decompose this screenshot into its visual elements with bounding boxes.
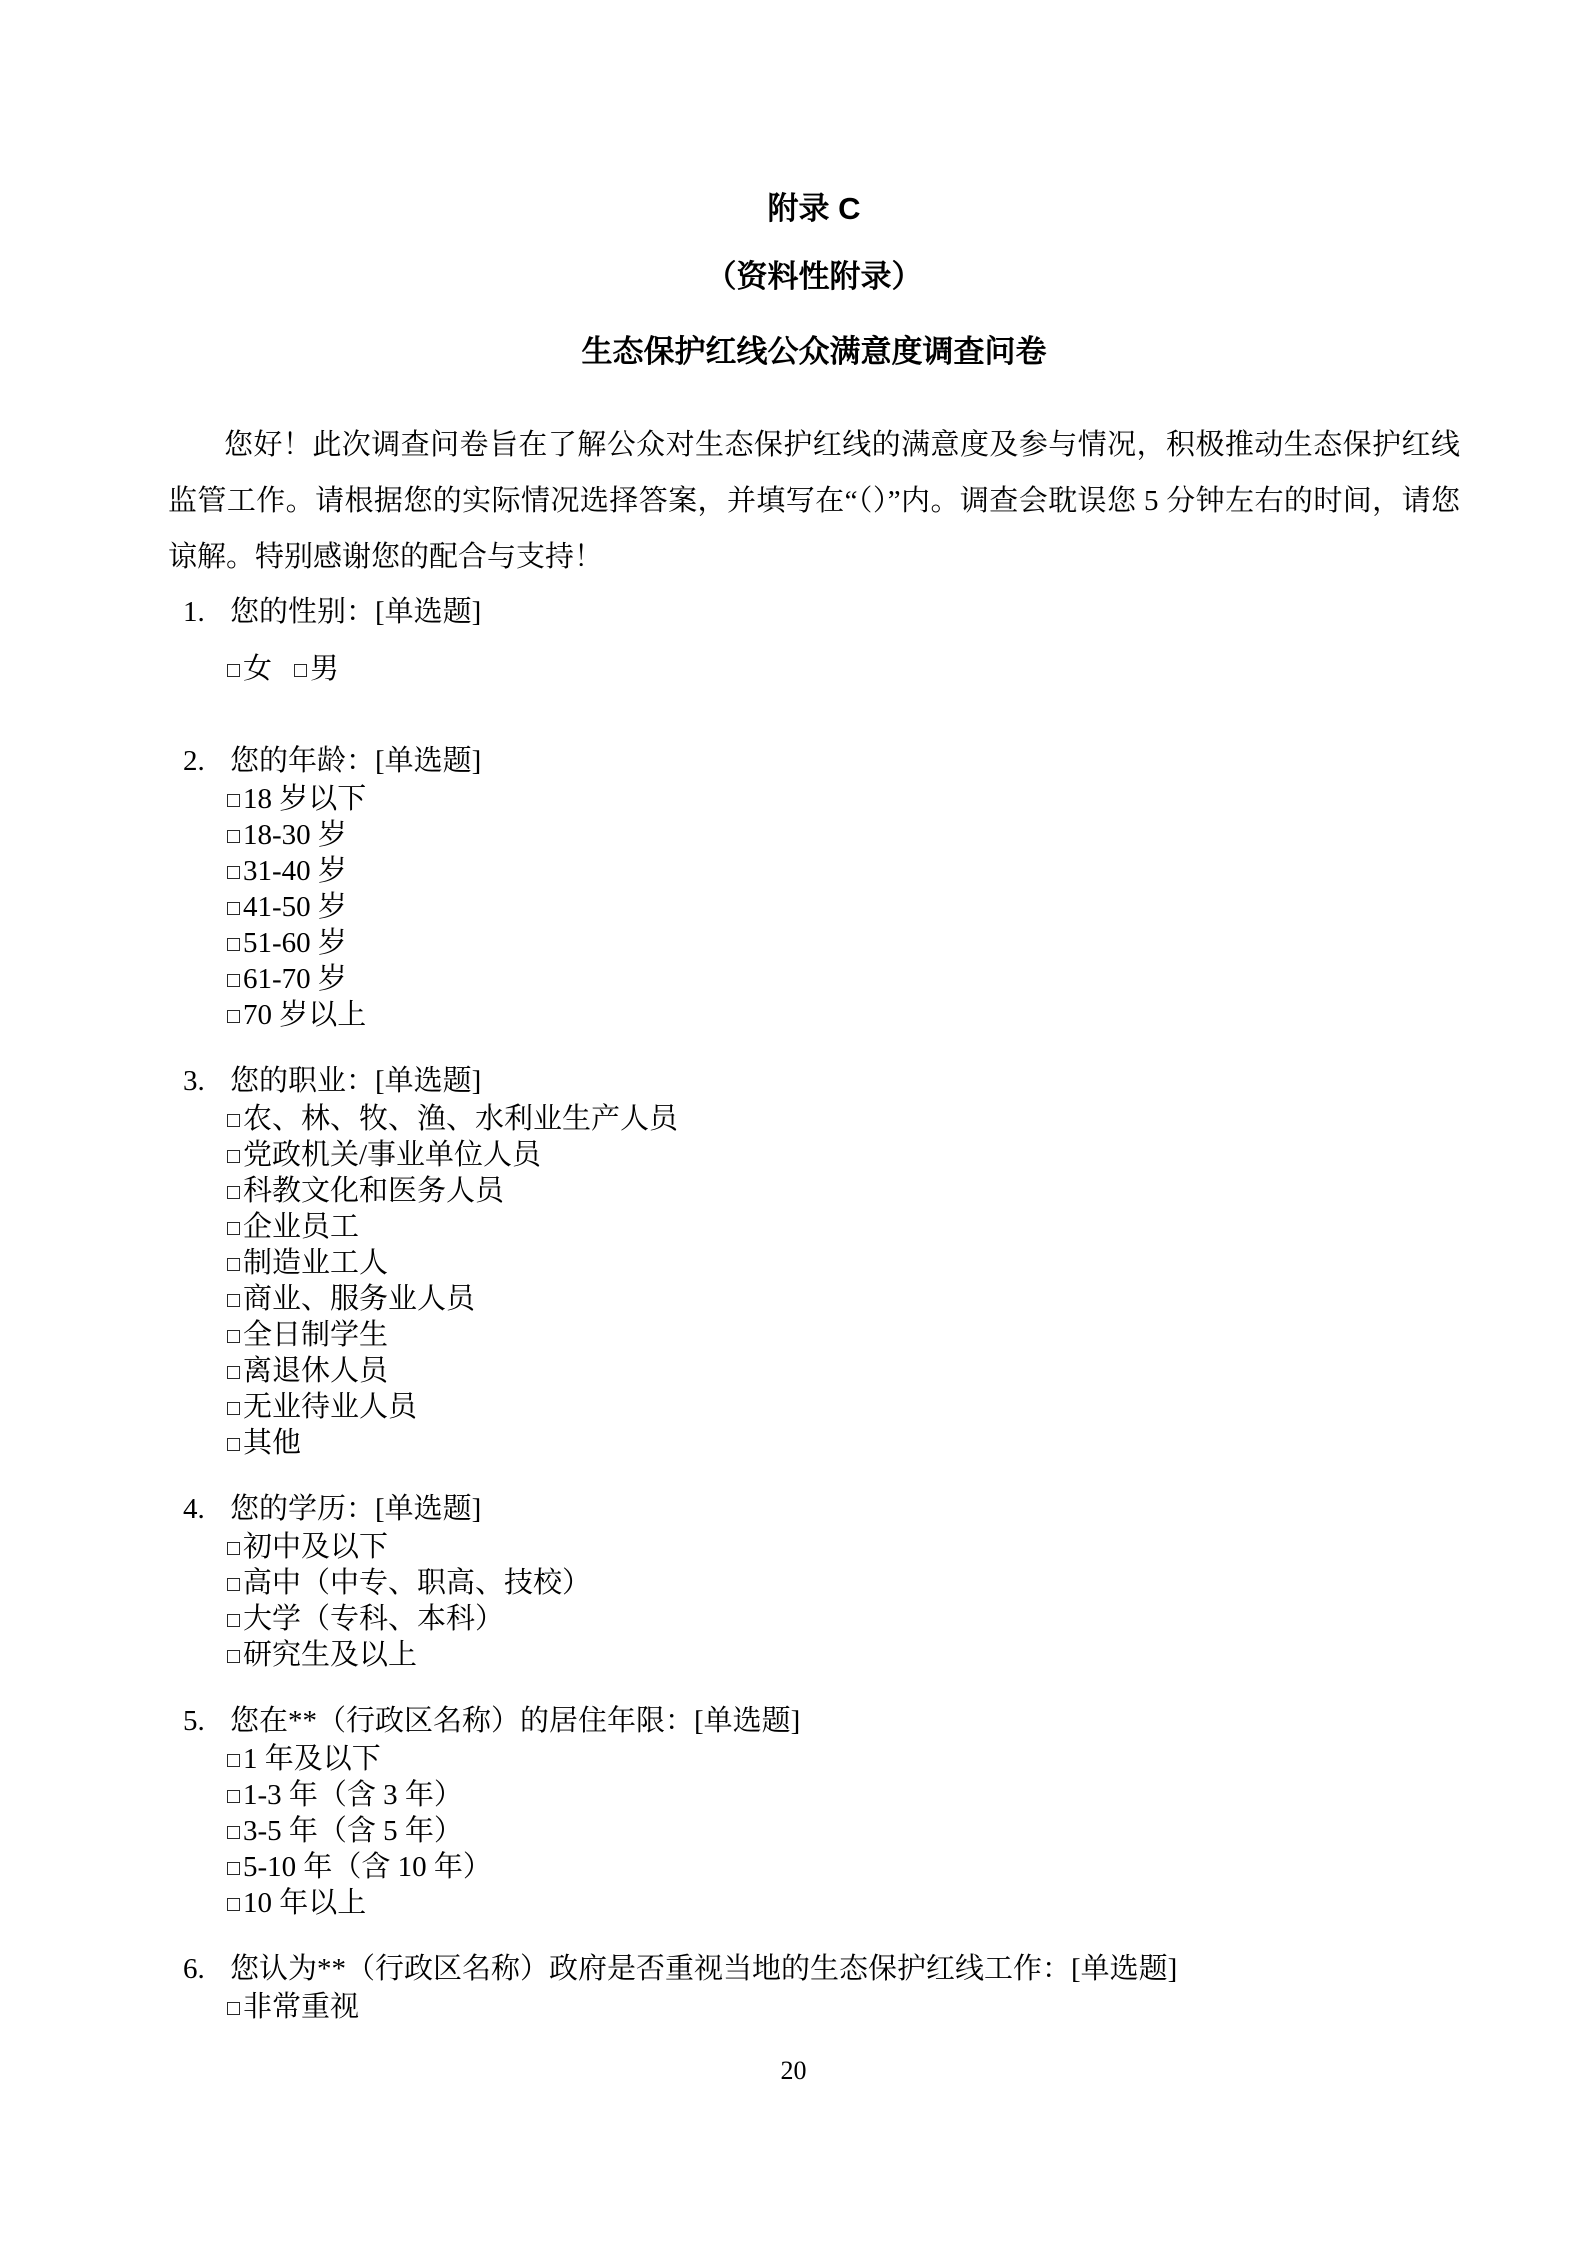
question-text: 您的学历： xyxy=(230,1493,376,1525)
option-label: 18 岁以下 xyxy=(243,783,367,815)
checkbox-icon[interactable] xyxy=(227,974,240,987)
option-label: 男 xyxy=(310,653,340,685)
checkbox-icon[interactable] xyxy=(227,1826,240,1839)
option-row xyxy=(227,1353,1460,1389)
question-number: 5. xyxy=(183,1705,205,1737)
option-row xyxy=(227,1601,1460,1637)
option-label: 51-60 岁 xyxy=(243,927,347,959)
option-row xyxy=(227,1281,1460,1317)
question-type-tag: [单选题] xyxy=(375,1065,482,1097)
question-number: 4. xyxy=(183,1493,205,1525)
option-label: 5-10 年（含 10 年） xyxy=(243,1851,492,1883)
option-label: 初中及以下 xyxy=(243,1531,389,1563)
page-content xyxy=(168,0,1460,2053)
appendix-label: 附录 C xyxy=(767,191,861,226)
option-group xyxy=(168,1101,1460,1461)
option-row xyxy=(227,961,1460,997)
option-label: 41-50 岁 xyxy=(243,891,347,923)
option-row xyxy=(227,1101,1460,1137)
option-label: 61-70 岁 xyxy=(243,963,347,995)
option-group xyxy=(168,1989,1460,2025)
checkbox-icon[interactable] xyxy=(227,1222,240,1235)
checkbox-icon[interactable] xyxy=(227,1542,240,1555)
question-title xyxy=(168,592,1460,632)
option-label: 女 xyxy=(243,653,273,685)
checkbox-icon[interactable] xyxy=(227,1438,240,1451)
intro-paragraph: 您好！此次调查问卷旨在了解公众对生态保护红线的满意度及参与情况，积极推动生态保护红线监管工作。请根据您的实际情况选择答案，并填写在“（）”内。调查会耽误您 5 分钟左右的时间，请您谅解。特别感谢您的配合与支持！ xyxy=(168,429,1460,573)
option-group xyxy=(168,1529,1460,1673)
option-label: 无业待业人员 xyxy=(243,1391,418,1423)
option-row xyxy=(227,1777,1460,1813)
checkbox-icon[interactable] xyxy=(227,866,240,879)
question-block xyxy=(168,1701,1460,1921)
option-label: 研究生及以上 xyxy=(243,1639,418,1671)
question-list xyxy=(168,592,1460,2025)
question-title xyxy=(168,1701,1460,1741)
checkbox-icon[interactable] xyxy=(227,938,240,951)
checkbox-icon[interactable] xyxy=(227,1578,240,1591)
question-text: 您认为**（行政区名称）政府是否重视当地的生态保护红线工作： xyxy=(230,1953,1072,1985)
option-label: 农、林、牧、渔、水利业生产人员 xyxy=(243,1103,679,1135)
question-block xyxy=(168,1489,1460,1673)
option-row xyxy=(227,889,1460,925)
option-row xyxy=(227,997,1460,1033)
question-number: 1. xyxy=(183,596,205,628)
checkbox-icon[interactable] xyxy=(227,830,240,843)
option-row xyxy=(227,1637,1460,1673)
question-text: 您在**（行政区名称）的居住年限： xyxy=(230,1705,695,1737)
option-label: 离退休人员 xyxy=(243,1355,389,1387)
checkbox-icon[interactable] xyxy=(227,1186,240,1199)
option-row xyxy=(227,853,1460,889)
option-row xyxy=(227,1529,1460,1565)
question-title xyxy=(168,741,1460,781)
checkbox-icon[interactable] xyxy=(227,1862,240,1875)
option-label: 高中（中专、职高、技校） xyxy=(243,1567,592,1599)
question-type-tag: [单选题] xyxy=(694,1705,801,1737)
question-block xyxy=(168,741,1460,1033)
checkbox-icon[interactable] xyxy=(227,1898,240,1911)
option-label: 10 年以上 xyxy=(243,1887,367,1919)
question-title xyxy=(168,1061,1460,1101)
checkbox-icon[interactable] xyxy=(227,1614,240,1627)
option-row xyxy=(227,1813,1460,1849)
option-label: 1-3 年（含 3 年） xyxy=(243,1779,463,1811)
option-row xyxy=(227,1989,1460,2025)
option-row xyxy=(227,1137,1460,1173)
option-row xyxy=(227,651,272,687)
option-row xyxy=(227,1425,1460,1461)
option-label: 18-30 岁 xyxy=(243,819,347,851)
appendix-note: （资料性附录） xyxy=(705,259,923,294)
checkbox-icon[interactable] xyxy=(227,794,240,807)
question-type-tag: [单选题] xyxy=(1071,1953,1178,1985)
option-row xyxy=(227,1741,1460,1777)
option-row xyxy=(227,1209,1460,1245)
option-row xyxy=(227,1885,1460,1921)
option-group xyxy=(168,651,1460,687)
question-title xyxy=(168,1489,1460,1529)
option-label: 其他 xyxy=(243,1427,302,1459)
option-group xyxy=(168,781,1460,1033)
checkbox-icon[interactable] xyxy=(227,1330,240,1343)
option-row xyxy=(294,651,339,687)
question-number: 2. xyxy=(183,745,205,777)
checkbox-icon[interactable] xyxy=(227,1790,240,1803)
question-number: 6. xyxy=(183,1953,205,1985)
page-title: 生态保护红线公众满意度调查问卷 xyxy=(581,334,1047,369)
option-label: 科教文化和医务人员 xyxy=(243,1175,505,1207)
checkbox-icon[interactable] xyxy=(227,2002,240,2015)
option-row xyxy=(227,925,1460,961)
option-label: 制造业工人 xyxy=(243,1247,389,1279)
checkbox-icon[interactable] xyxy=(227,664,240,677)
option-label: 大学（专科、本科） xyxy=(243,1603,505,1635)
page-number: 20 xyxy=(780,2056,807,2085)
option-label: 党政机关/事业单位人员 xyxy=(243,1139,542,1171)
checkbox-icon[interactable] xyxy=(227,1754,240,1767)
checkbox-icon[interactable] xyxy=(227,1650,240,1663)
option-row xyxy=(227,1849,1460,1885)
option-row xyxy=(227,1317,1460,1353)
option-label: 全日制学生 xyxy=(243,1319,389,1351)
checkbox-icon[interactable] xyxy=(227,1258,240,1271)
question-block xyxy=(168,592,1460,687)
checkbox-icon[interactable] xyxy=(294,664,307,677)
checkbox-icon[interactable] xyxy=(227,1402,240,1415)
checkbox-icon[interactable] xyxy=(227,1294,240,1307)
option-label: 31-40 岁 xyxy=(243,855,347,887)
question-type-tag: [单选题] xyxy=(375,596,482,628)
checkbox-icon[interactable] xyxy=(227,1366,240,1379)
checkbox-icon[interactable] xyxy=(227,1114,240,1127)
question-text: 您的年龄： xyxy=(230,745,376,777)
question-text: 您的性别： xyxy=(230,596,376,628)
question-type-tag: [单选题] xyxy=(375,745,482,777)
question-number: 3. xyxy=(183,1065,205,1097)
option-group xyxy=(168,1741,1460,1921)
option-row xyxy=(227,1565,1460,1601)
checkbox-icon[interactable] xyxy=(227,1010,240,1023)
question-block xyxy=(168,1949,1460,2025)
option-row xyxy=(227,1245,1460,1281)
option-label: 非常重视 xyxy=(243,1991,360,2023)
question-type-tag: [单选题] xyxy=(375,1493,482,1525)
option-label: 70 岁以上 xyxy=(243,999,367,1031)
option-label: 1 年及以下 xyxy=(243,1743,381,1775)
question-block xyxy=(168,1061,1460,1461)
checkbox-icon[interactable] xyxy=(227,1150,240,1163)
checkbox-icon[interactable] xyxy=(227,902,240,915)
option-row xyxy=(227,817,1460,853)
option-row xyxy=(227,781,1460,817)
option-label: 3-5 年（含 5 年） xyxy=(243,1815,463,1847)
option-label: 企业员工 xyxy=(243,1211,360,1243)
question-text: 您的职业： xyxy=(230,1065,376,1097)
option-row xyxy=(227,1173,1460,1209)
question-title xyxy=(168,1949,1460,1989)
option-row xyxy=(227,1389,1460,1425)
option-label: 商业、服务业人员 xyxy=(243,1283,476,1315)
